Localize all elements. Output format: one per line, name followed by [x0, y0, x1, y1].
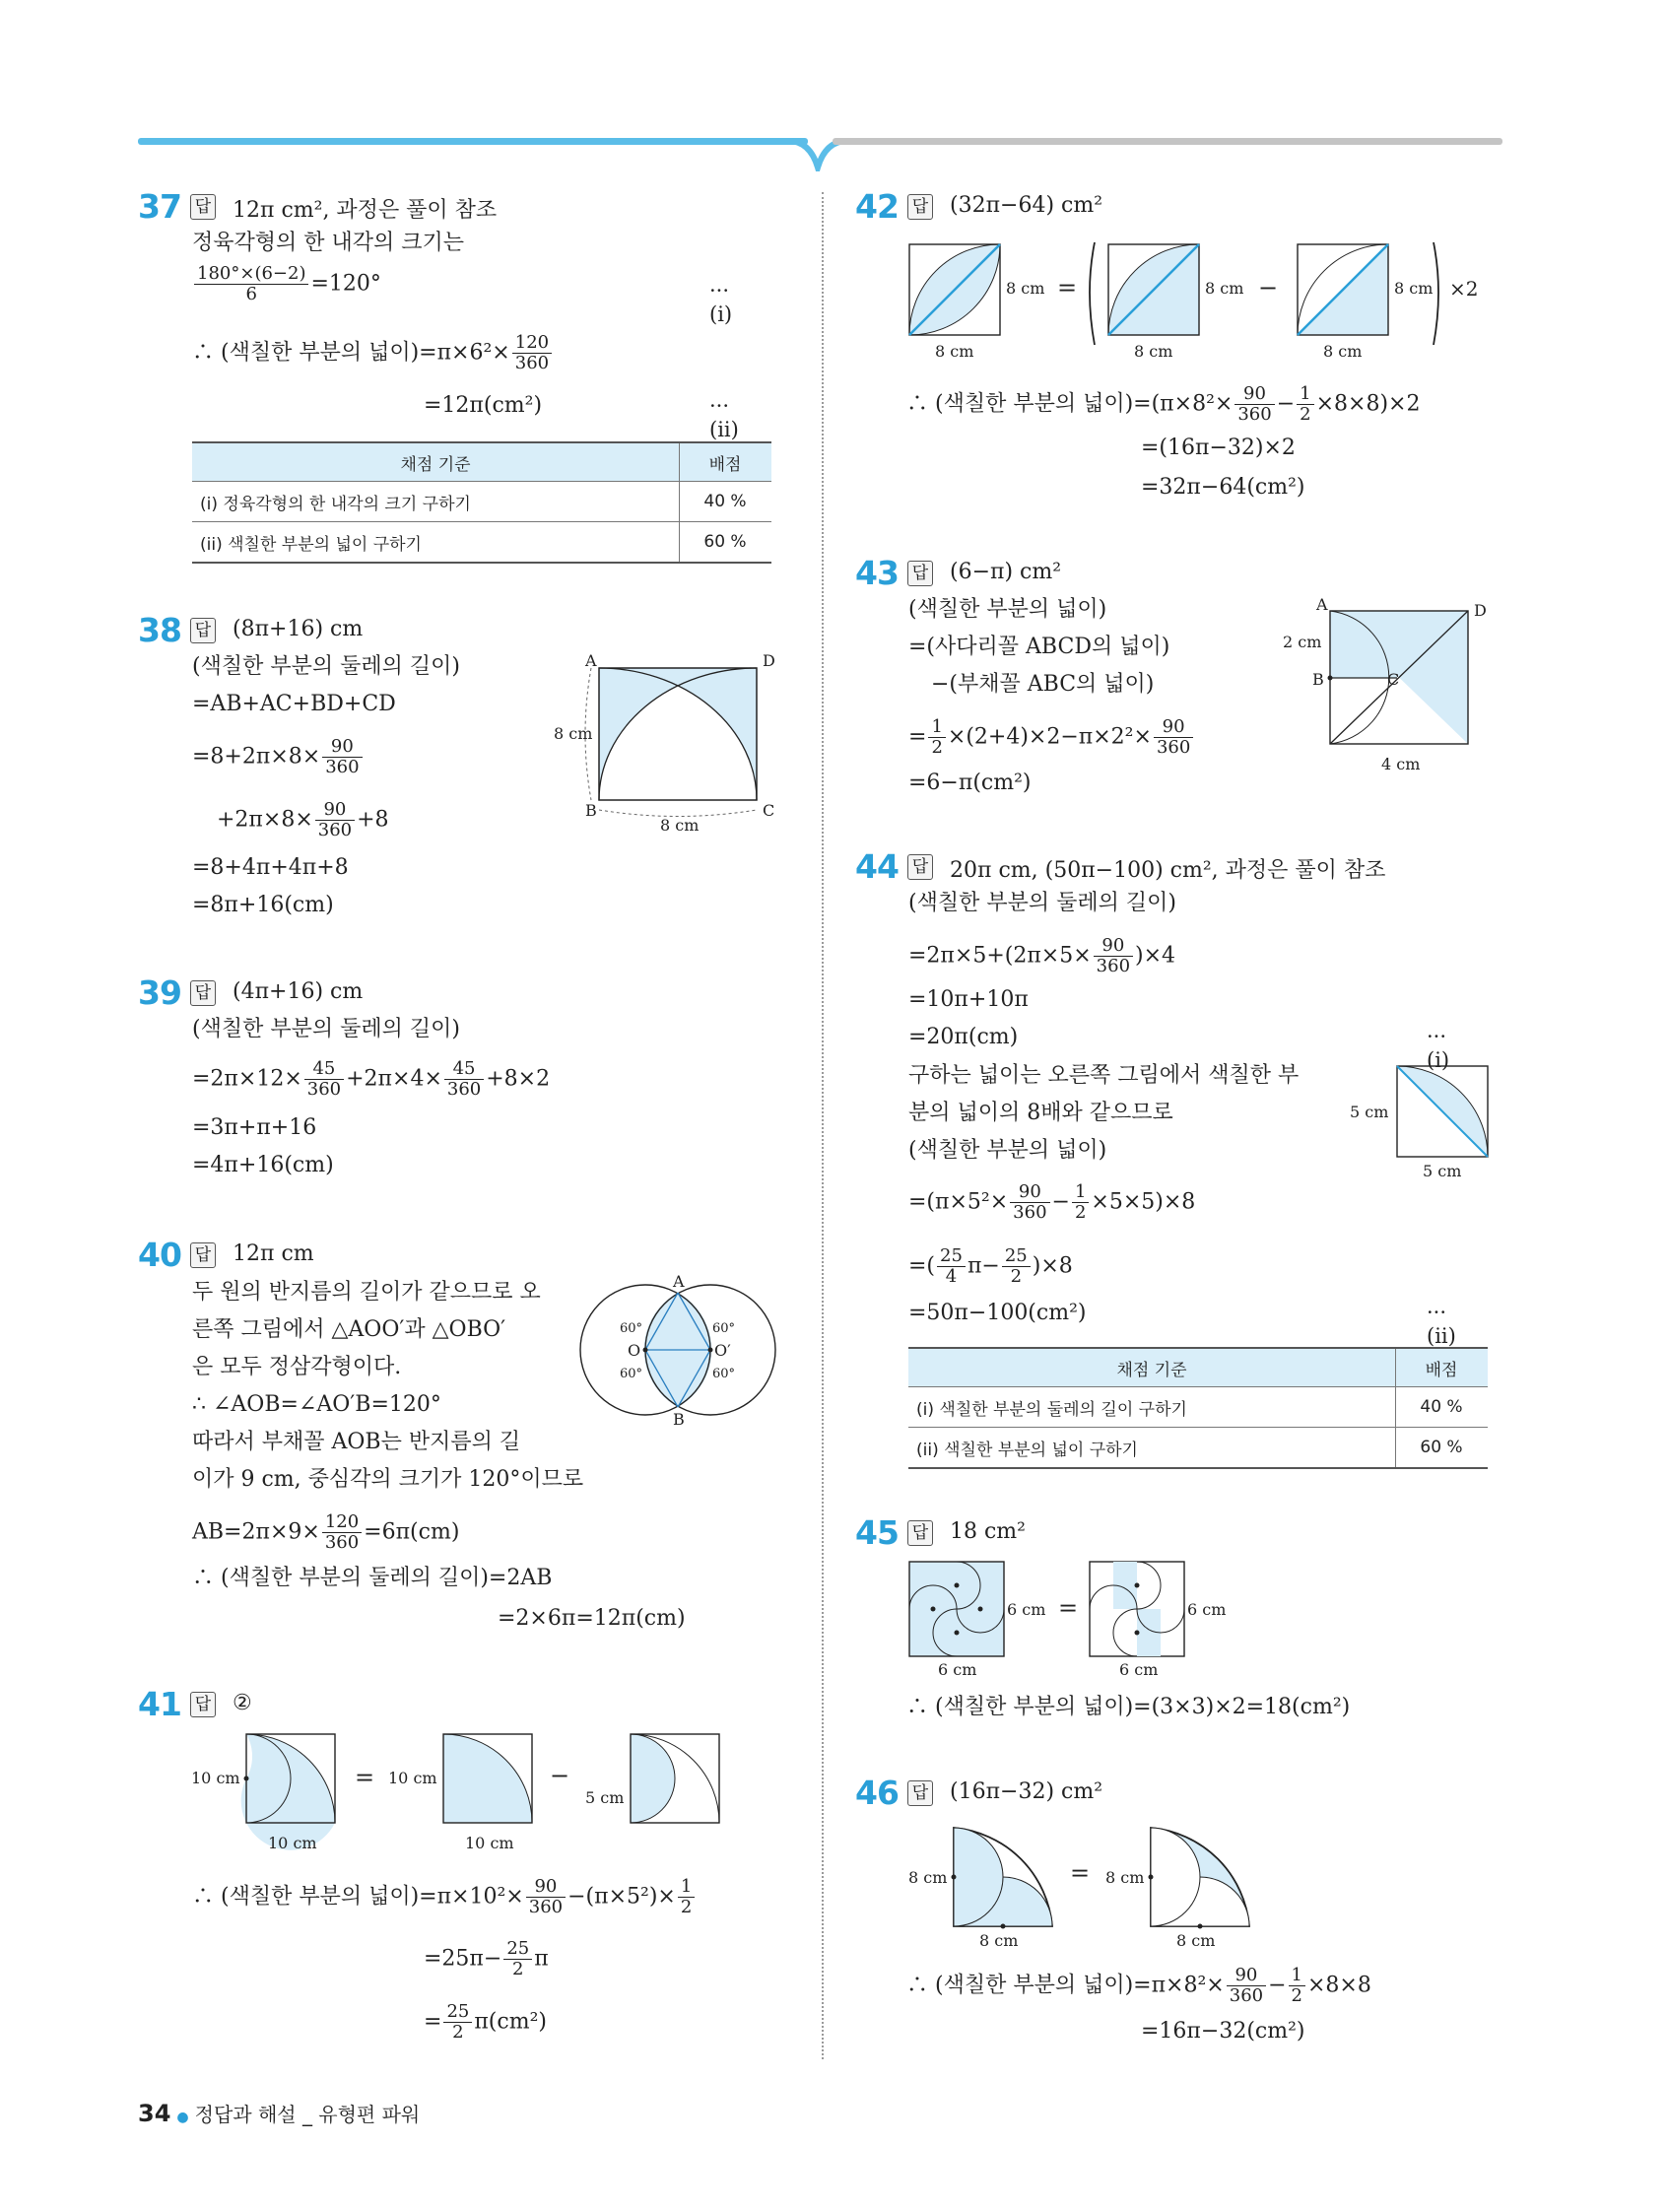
table-row: (ii) 색칠한 부분의 넓이 구하기 60 %: [192, 522, 771, 564]
label-C: C: [763, 801, 775, 820]
solution-line: =32π−64(cm²): [1141, 475, 1305, 500]
solution-line: $\frac{180^\circ\times(6-2)}{6}$ =120°: [192, 264, 381, 304]
solution-line: 정육각형의 한 내각의 크기는: [192, 231, 465, 255]
fraction: $\frac{180^\circ\times(6-2)}{6}$: [194, 264, 308, 304]
label-O: O: [628, 1341, 641, 1360]
fraction: $\frac{90}{360}$: [1154, 717, 1193, 758]
fraction: $\frac{1}{2}$: [1072, 1182, 1089, 1223]
label-side: 6 cm: [1007, 1600, 1046, 1619]
answer-text: 20π cm, (50π−100) cm², 과정은 풀이 참조: [950, 858, 1386, 883]
label-A: A: [673, 1272, 685, 1291]
solution-line: =8+2π×8× $\frac{90}{360}$: [192, 737, 365, 777]
solution-line: ∴ (색칠한 부분의 넓이)=(3×3)×2=18(cm²): [906, 1695, 1351, 1719]
answer-badge: 답: [907, 561, 933, 586]
fraction: $\frac{25}{4}$: [937, 1246, 966, 1287]
answer-badge: 답: [907, 1520, 933, 1546]
fraction: $\frac{90}{360}$: [315, 800, 355, 840]
solution-line: =16π−32(cm²): [1141, 2019, 1305, 2044]
answer-badge: 답: [190, 980, 216, 1006]
problem-number: 42: [855, 187, 899, 226]
figure-40: [576, 1271, 783, 1434]
fraction: $\frac{90}{360}$: [1227, 1966, 1266, 2006]
label-A: A: [585, 651, 597, 670]
answer-badge: 답: [190, 194, 216, 220]
fraction: $\frac{45}{360}$: [304, 1059, 344, 1100]
solution-line: 따라서 부채꼴 AOB는 반지름의 길: [192, 1430, 521, 1454]
solution-line: =2×6π=12π(cm): [498, 1606, 686, 1631]
solution-line: =(사다리꼴 ABCD의 넓이): [908, 635, 1170, 659]
minus-sign: −: [1258, 274, 1279, 302]
solution-line: =12π(cm²): [424, 393, 543, 418]
figure-41: [187, 1726, 729, 1854]
problem-number: 44: [855, 847, 899, 886]
label-bottom: 4 cm: [1381, 755, 1421, 773]
label-bottom: 8 cm: [1176, 1931, 1216, 1950]
problem-number: 41: [138, 1685, 181, 1723]
equals-sign: =: [355, 1764, 375, 1791]
solution-line: +2π×8× $\frac{90}{360}$ +8: [217, 799, 389, 840]
fraction: $\frac{25}{2}$: [443, 2002, 472, 2043]
solution-line: =50π−100(cm²): [908, 1301, 1087, 1325]
label-A: A: [1316, 596, 1328, 614]
step-marker: ··· (ii): [709, 394, 739, 441]
solution-line: (색칠한 부분의 둘레의 길이): [908, 891, 1176, 915]
solution-line: 른쪽 그림에서 △AOO′과 △OBO′: [192, 1317, 506, 1342]
figure-42: [901, 236, 1512, 365]
solution-line: 분의 넓이의 8배와 같으므로: [908, 1101, 1173, 1125]
table-header: 배점: [680, 442, 772, 482]
solution-line: =10π+10π: [908, 987, 1029, 1012]
solution-line: =25π− $\frac{25}{2}$ π: [424, 1938, 549, 1979]
label-D: D: [763, 651, 775, 670]
answer-badge: 답: [190, 1692, 216, 1717]
label-bottom: 5 cm: [1423, 1162, 1462, 1179]
problem-number: 37: [138, 187, 181, 226]
solution-line: (색칠한 부분의 둘레의 길이): [192, 654, 460, 679]
figure-44: [1348, 1056, 1496, 1179]
fraction: $\frac{1}{2}$: [1289, 1966, 1305, 2006]
header-bar-right: [833, 138, 1502, 145]
solution-line: 두 원의 반지름의 길이가 같으므로 오: [192, 1280, 541, 1305]
solution-line: ∴ (색칠한 부분의 넓이)=(π×8²× $\frac{90}{360}$ − $\frac{1}{2}$ ×8×8)×2: [906, 383, 1421, 425]
angle-label: 60°: [620, 1367, 643, 1381]
page-number: 34: [138, 2100, 171, 2127]
label-O-prime: O′: [714, 1341, 731, 1360]
fraction: $\frac{90}{360}$: [526, 1877, 566, 1917]
label-B: B: [585, 801, 597, 820]
solution-line: =20π(cm): [908, 1025, 1019, 1049]
angle-label: 60°: [620, 1321, 643, 1336]
solution-line: = $\frac{25}{2}$ π(cm²): [424, 2001, 547, 2043]
figure-45: [904, 1557, 1259, 1680]
table-header: 채점 기준: [192, 442, 680, 482]
fraction: $\frac{1}{2}$: [678, 1877, 695, 1917]
table-header: 배점: [1396, 1348, 1489, 1387]
solution-line: =6−π(cm²): [908, 771, 1032, 795]
answer-text: 12π cm², 과정은 풀이 참조: [233, 198, 498, 223]
fraction: $\frac{45}{360}$: [444, 1059, 484, 1100]
answer-text: 12π cm: [233, 1241, 314, 1266]
answer-text: (4π+16) cm: [233, 979, 364, 1004]
label-side: 6 cm: [1187, 1600, 1227, 1619]
problem-number: 39: [138, 973, 181, 1012]
problem-number: 43: [855, 554, 899, 592]
answer-badge: 답: [907, 1780, 933, 1806]
solution-line: =AB+AC+BD+CD: [192, 692, 396, 716]
label-side: 8 cm: [1394, 279, 1434, 298]
fraction: $\frac{1}{2}$: [1297, 384, 1313, 425]
footer-text: 정답과 해설 _ 유형편 파워: [194, 2103, 421, 2126]
label-bottom: 8 cm: [935, 342, 974, 361]
solution-line: =3π+π+16: [192, 1115, 317, 1140]
scoring-table: [908, 1347, 1488, 1469]
solution-line: =(π×5²× $\frac{90}{360}$ − $\frac{1}{2}$ ×5×5)×8: [908, 1181, 1196, 1223]
problem-number: 40: [138, 1236, 181, 1274]
fraction: $\frac{25}{2}$: [1002, 1246, 1031, 1287]
label-side: 8 cm: [554, 724, 593, 743]
solution-line: (색칠한 부분의 넓이): [908, 597, 1107, 622]
answer-text: (16π−32) cm²: [950, 1779, 1103, 1804]
answer-text: (8π+16) cm: [233, 617, 364, 641]
solution-line: (색칠한 부분의 둘레의 길이): [192, 1017, 460, 1041]
solution-line: AB=2π×9× $\frac{120}{360}$ =6π(cm): [192, 1511, 460, 1553]
fraction: $\frac{90}{360}$: [1010, 1182, 1049, 1223]
solution-line: 이가 9 cm, 중심각의 크기가 120°이므로: [192, 1467, 584, 1492]
label-bottom: 8 cm: [1323, 342, 1363, 361]
solution-line: =2π×5+(2π×5× $\frac{90}{360}$ )×4: [908, 935, 1176, 976]
solution-line: =( $\frac{25}{4}$ π− $\frac{25}{2}$ )×8: [908, 1245, 1073, 1287]
label-side: 8 cm: [1205, 279, 1244, 298]
table-row: (i) 색칠한 부분의 둘레의 길이 구하기 40 %: [908, 1387, 1488, 1428]
minus-sign: −: [550, 1762, 570, 1789]
table-header: 채점 기준: [908, 1348, 1396, 1387]
solution-line: =4π+16(cm): [192, 1153, 334, 1177]
solution-line: =(16π−32)×2: [1141, 436, 1296, 460]
solution-line: 은 모두 정삼각형이다.: [192, 1355, 402, 1379]
answer-badge: 답: [190, 618, 216, 643]
answer-badge: 답: [190, 1242, 216, 1268]
header-bar-left: [138, 138, 808, 145]
label-bottom: 10 cm: [268, 1834, 317, 1852]
label-bottom: 10 cm: [465, 1834, 514, 1852]
answer-text: ②: [233, 1691, 252, 1715]
label-radius: 5 cm: [585, 1788, 625, 1807]
fraction: $\frac{90}{360}$: [1234, 384, 1274, 425]
answer-text: (32π−64) cm²: [950, 193, 1103, 218]
figure-38: [552, 650, 788, 838]
label-B: B: [673, 1410, 685, 1429]
step-marker: ··· (i): [1427, 1025, 1450, 1072]
table-row: (i) 정육각형의 한 내각의 크기 구하기 40 %: [192, 482, 771, 522]
problem-number: 46: [855, 1774, 899, 1812]
label-B: B: [1312, 670, 1324, 689]
equals-sign: =: [1057, 274, 1078, 302]
label-side: 8 cm: [1105, 1868, 1145, 1887]
label-side: 10 cm: [191, 1769, 240, 1787]
answer-badge: 답: [907, 194, 933, 220]
answer-text: 18 cm²: [950, 1519, 1026, 1544]
solution-line: 구하는 넓이는 오른쪽 그림에서 색칠한 부: [908, 1063, 1300, 1088]
solution-line: (색칠한 부분의 넓이): [908, 1138, 1107, 1163]
solution-line: =8+4π+4π+8: [192, 855, 349, 880]
label-side: 8 cm: [908, 1868, 948, 1887]
label-bottom: 8 cm: [979, 1931, 1019, 1950]
fraction: $\frac{120}{360}$: [322, 1512, 362, 1553]
label-bottom: 6 cm: [1119, 1660, 1159, 1679]
solution-line: ∴ ∠AOB=∠AO′B=120°: [192, 1392, 441, 1417]
fraction: $\frac{1}{2}$: [928, 717, 945, 758]
label-C: C: [1387, 670, 1400, 689]
step-marker: ··· (i): [709, 279, 733, 326]
equals-sign: =: [1070, 1859, 1091, 1887]
label-bottom: 8 cm: [1134, 342, 1173, 361]
fraction: $\frac{25}{2}$: [503, 1939, 532, 1979]
problem-number: 45: [855, 1513, 899, 1552]
times-two: ×2: [1449, 277, 1479, 301]
figure-46: [904, 1818, 1269, 1951]
column-divider: [822, 192, 824, 2059]
solution-line: ∴ (색칠한 부분의 넓이)=π×10²× $\frac{90}{360}$ −(π×5²)× $\frac{1}{2}$: [192, 1877, 697, 1917]
label-side: 10 cm: [388, 1769, 437, 1787]
fraction: $\frac{90}{360}$: [322, 737, 362, 777]
fraction: $\frac{90}{360}$: [1094, 936, 1133, 976]
answer-text: (6−π) cm²: [950, 560, 1062, 584]
answer-badge: 답: [907, 854, 933, 880]
angle-label: 60°: [712, 1367, 736, 1381]
solution-line: ∴ (색칠한 부분의 넓이)=π×8²× $\frac{90}{360}$ − $\frac{1}{2}$ ×8×8: [906, 1965, 1371, 2006]
problem-number: 38: [138, 611, 181, 649]
page-footer: 34 ● 정답과 해설 _ 유형편 파워: [138, 2100, 421, 2127]
scoring-table: [192, 441, 771, 564]
angle-label: 60°: [712, 1321, 736, 1336]
solution-line: ∴ (색칠한 부분의 둘레의 길이)=2AB: [192, 1566, 553, 1590]
step-marker: ··· (ii): [1427, 1301, 1456, 1348]
label-side: 8 cm: [1006, 279, 1045, 298]
label-side: 5 cm: [1350, 1103, 1389, 1121]
solution-line: =2π×12× $\frac{45}{360}$ +2π×4× $\frac{45}{360}$ +8×2: [192, 1058, 551, 1100]
label-side: 2 cm: [1283, 633, 1322, 651]
table-row: (ii) 색칠한 부분의 넓이 구하기 60 %: [908, 1428, 1488, 1469]
figure-43: [1281, 596, 1493, 778]
solution-line: =8π+16(cm): [192, 893, 334, 917]
solution-line: ∴ (색칠한 부분의 넓이)=π×6²× $\frac{120}{360}$: [192, 333, 554, 373]
label-bottom: 8 cm: [660, 816, 700, 835]
fraction: $\frac{120}{360}$: [512, 333, 552, 373]
solution-line: = $\frac{1}{2}$ ×(2+4)×2−π×2²× $\frac{90}{360}$: [908, 717, 1195, 758]
label-D: D: [1474, 601, 1487, 620]
label-bottom: 6 cm: [938, 1660, 977, 1679]
equals-sign: =: [1058, 1594, 1079, 1622]
solution-line: −(부채꼴 ABC의 넓이): [931, 672, 1155, 697]
